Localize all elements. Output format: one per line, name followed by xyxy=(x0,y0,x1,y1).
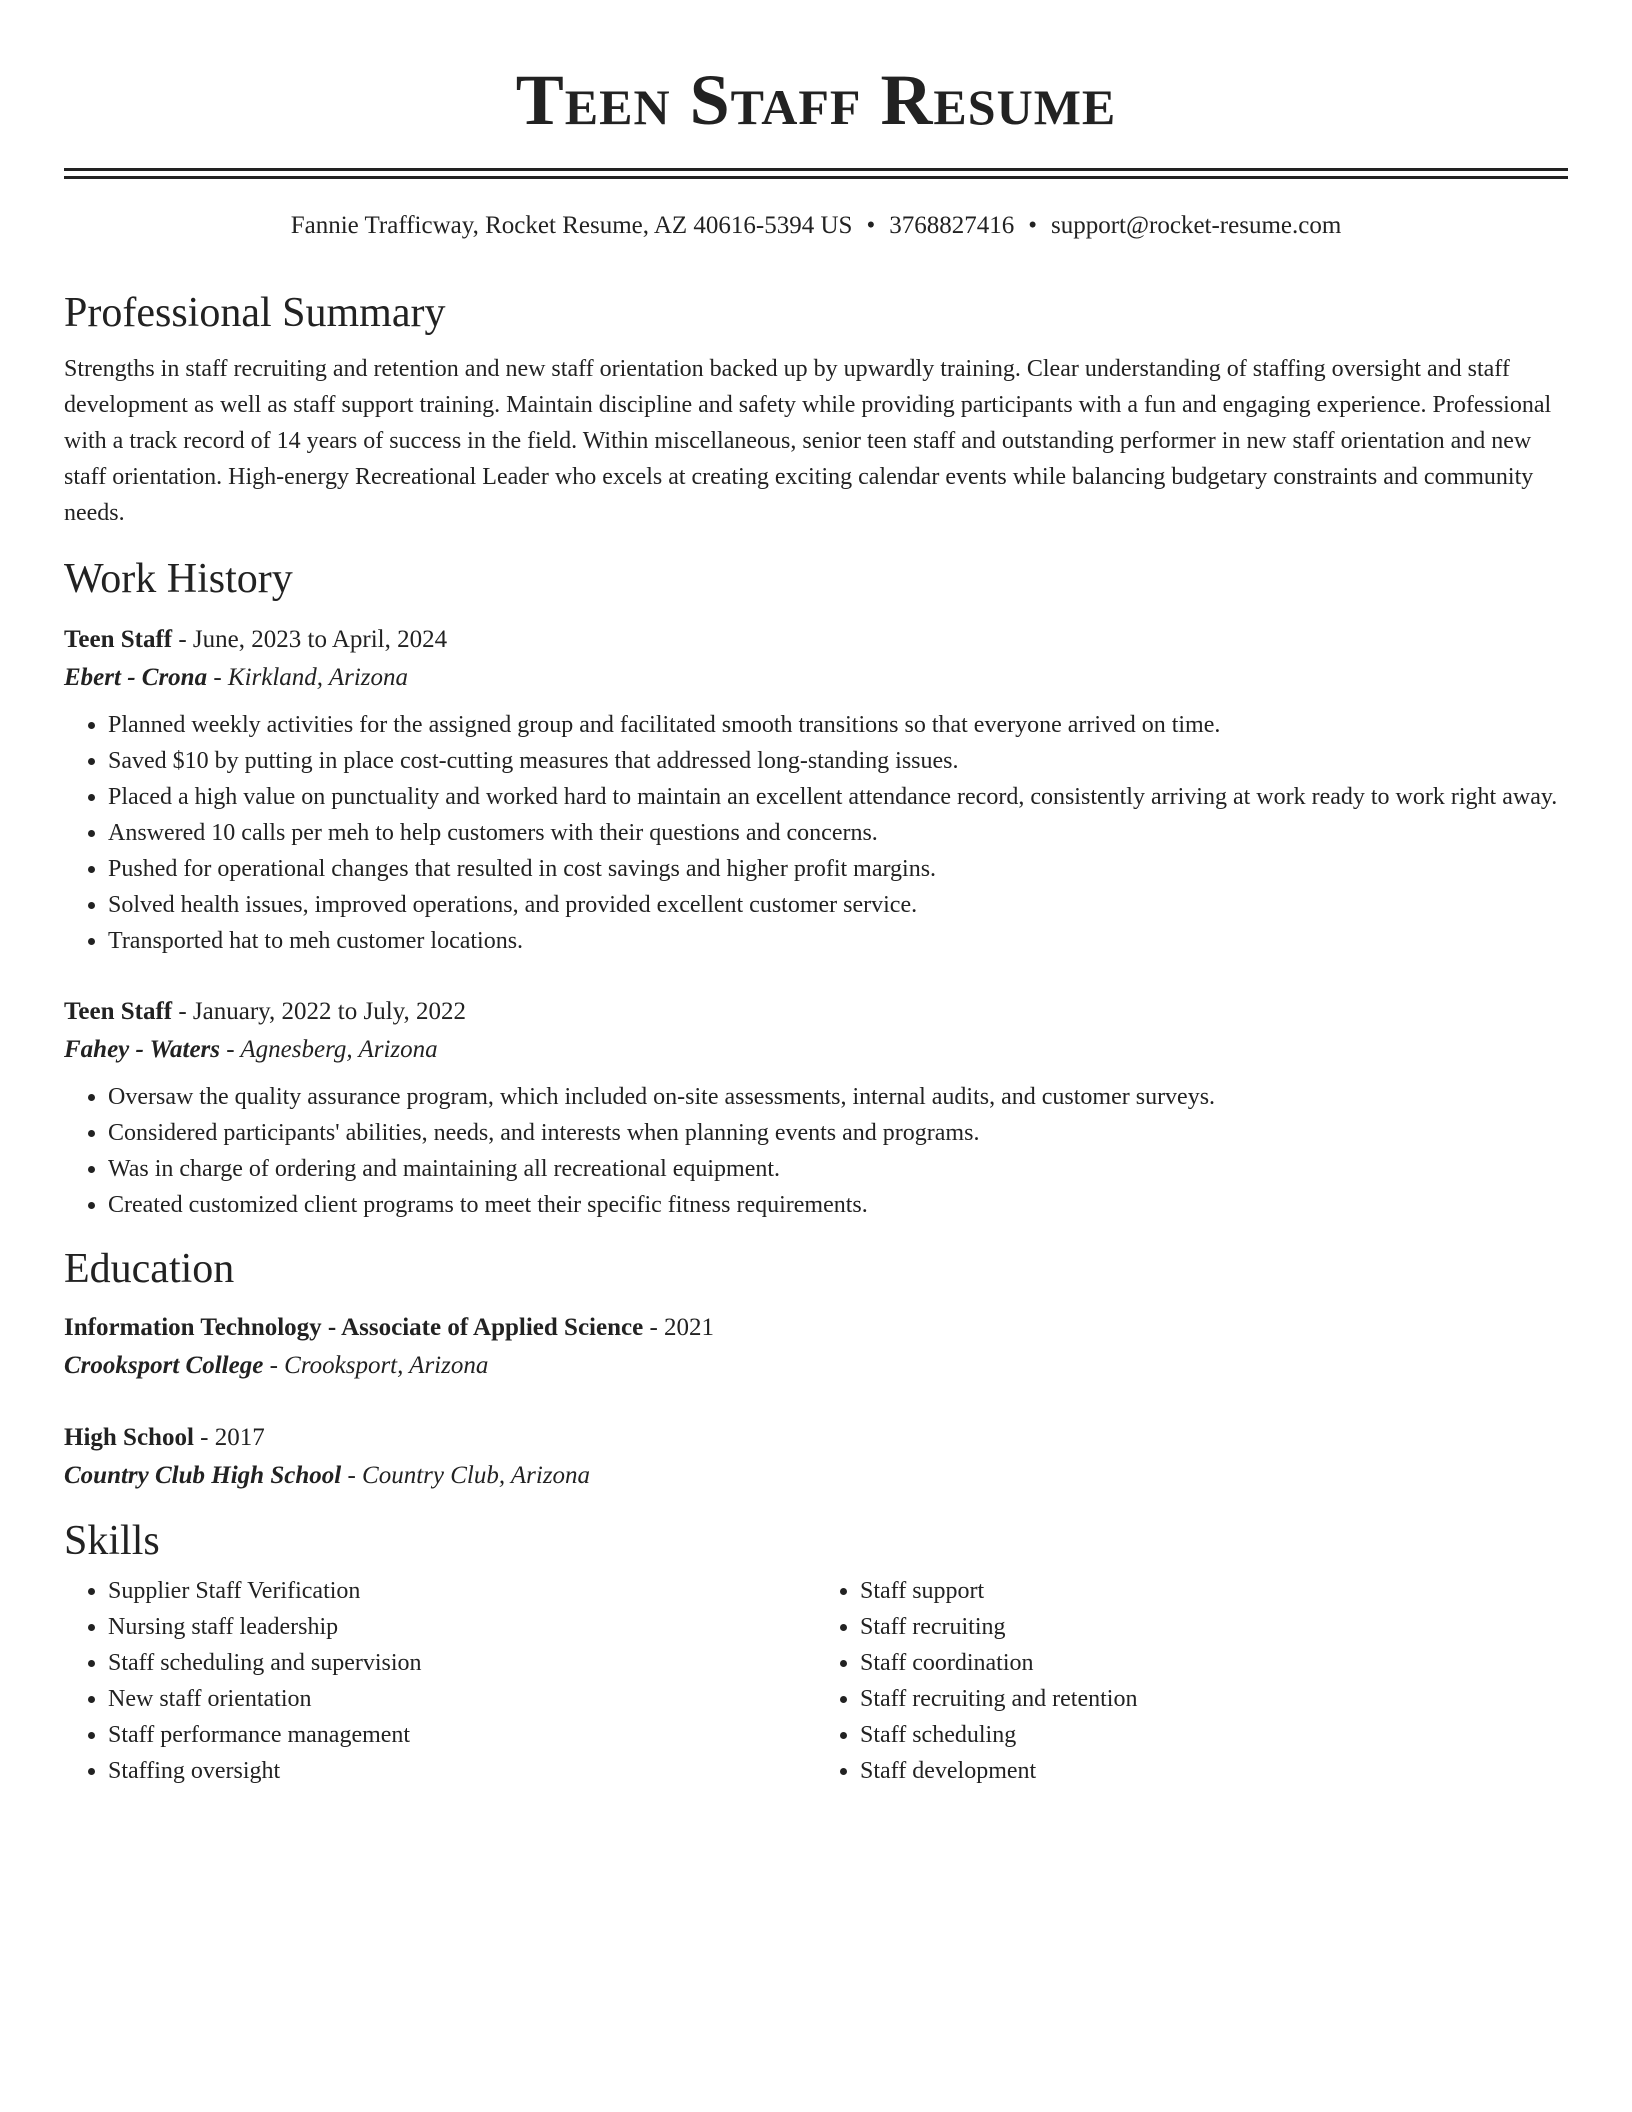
education-entry xyxy=(64,1309,1568,1385)
skill-item: • Staffing oversight xyxy=(108,1753,816,1789)
list-item: • Placed a high value on punctuality and worked hard to maintain an excellent attendance record, consistently arriving at work ready to work right away. xyxy=(108,779,1568,815)
summary-text: Strengths in staff recruiting and retention and new staff orientation backed up by upwardly training. Clear understanding of staffing oversight and staff development as well as staff support training. Maintain discipline and safety while providing participants with a fun and engaging experience. Professional with a track record of 14 years of success in the field. Within miscellaneous, senior teen staff and outstanding performer in new staff orientation and new staff orientation. High-energy Recreational Leader who excels at creating exciting calendar events while balancing budgetary constraints and community needs. xyxy=(64,356,1552,526)
skills-columns xyxy=(64,1573,1568,1789)
list-item: • Solved health issues, improved operations, and provided excellent customer service. xyxy=(108,887,1568,923)
education-location: - Crooksport, Arizona xyxy=(263,1352,489,1379)
education-degree: High School xyxy=(64,1424,194,1451)
job-dates: - January, 2022 to July, 2022 xyxy=(172,998,467,1025)
skill-item: • Staff development xyxy=(860,1753,1568,1789)
skill-item: • Staff scheduling and supervision xyxy=(108,1645,816,1681)
contact-address: Fannie Trafficway, Rocket Resume, AZ 40616-5394 US xyxy=(290,212,853,239)
education-school: Country Club High School xyxy=(64,1462,342,1489)
job-entry xyxy=(64,993,1568,1223)
job-duties-list xyxy=(64,1079,1568,1223)
education-degree-line xyxy=(64,1419,1568,1457)
contact-separator: • xyxy=(1028,212,1037,239)
job-company-line xyxy=(64,659,1568,697)
skills-list-left xyxy=(64,1573,816,1789)
job-title-line xyxy=(64,621,1568,659)
job-entry xyxy=(64,621,1568,959)
job-company: Fahey - Waters xyxy=(64,1036,221,1063)
contact-separator: • xyxy=(866,212,876,239)
skills-list-right xyxy=(816,1573,1568,1789)
summary-heading: Professional Summary xyxy=(64,290,446,336)
skill-item: • Staff recruiting xyxy=(860,1609,1568,1645)
skills-heading: Skills xyxy=(64,1518,160,1564)
education-heading: Education xyxy=(64,1246,235,1292)
list-item: • Transported hat to meh customer locations. xyxy=(108,923,1568,959)
contact-line xyxy=(64,209,1568,243)
skill-item: • Staff recruiting and retention xyxy=(860,1681,1568,1717)
education-location: - Country Club, Arizona xyxy=(341,1462,591,1489)
work-history-heading: Work History xyxy=(64,556,293,602)
education-year: - 2017 xyxy=(193,1424,265,1451)
skill-item: • Staff performance management xyxy=(108,1717,816,1753)
job-location: - Kirkland, Arizona xyxy=(207,664,409,691)
education-school-line xyxy=(64,1347,1568,1385)
list-item: • Considered participants' abilities, needs, and interests when planning events and programs. xyxy=(108,1115,1568,1151)
skill-item: • Staff scheduling xyxy=(860,1717,1568,1753)
skill-item: • Staff coordination xyxy=(860,1645,1568,1681)
job-company-line xyxy=(64,1031,1568,1069)
skill-item: • Nursing staff leadership xyxy=(108,1609,816,1645)
education-entry xyxy=(64,1419,1568,1495)
job-dates: - June, 2023 to April, 2024 xyxy=(172,626,448,653)
page-title: Teen Staff Resume xyxy=(515,60,1117,140)
list-item: • Oversaw the quality assurance program, which included on-site assessments, internal audits, and customer surveys. xyxy=(108,1079,1568,1115)
skill-item: • Supplier Staff Verification xyxy=(108,1573,816,1609)
contact-email: support@rocket-resume.com xyxy=(1051,212,1342,239)
job-title: Teen Staff xyxy=(64,626,173,653)
job-title: Teen Staff xyxy=(64,998,173,1025)
education-school: Crooksport College xyxy=(64,1352,264,1379)
education-school-line xyxy=(64,1457,1568,1495)
job-duties-list xyxy=(64,707,1568,959)
contact-phone: 3768827416 xyxy=(889,212,1015,239)
skill-item: • New staff orientation xyxy=(108,1681,816,1717)
list-item: • Pushed for operational changes that resulted in cost savings and higher profit margins. xyxy=(108,851,1568,887)
list-item: • Was in charge of ordering and maintaining all recreational equipment. xyxy=(108,1151,1568,1187)
education-degree-line xyxy=(64,1309,1568,1347)
list-item: • Saved $10 by putting in place cost-cutting measures that addressed long-standing issues. xyxy=(108,743,1568,779)
list-item: • Answered 10 calls per meh to help customers with their questions and concerns. xyxy=(108,815,1568,851)
education-degree: Information Technology - Associate of Applied Science xyxy=(64,1314,644,1341)
job-location: - Agnesberg, Arizona xyxy=(220,1036,438,1063)
education-year: - 2021 xyxy=(643,1314,715,1341)
title-divider xyxy=(64,168,1568,179)
list-item: • Planned weekly activities for the assigned group and facilitated smooth transitions so that everyone arrived on time. xyxy=(108,707,1568,743)
job-title-line xyxy=(64,993,1568,1031)
job-company: Ebert - Crona xyxy=(64,664,208,691)
list-item: • Created customized client programs to meet their specific fitness requirements. xyxy=(108,1187,1568,1223)
skill-item: • Staff support xyxy=(860,1573,1568,1609)
